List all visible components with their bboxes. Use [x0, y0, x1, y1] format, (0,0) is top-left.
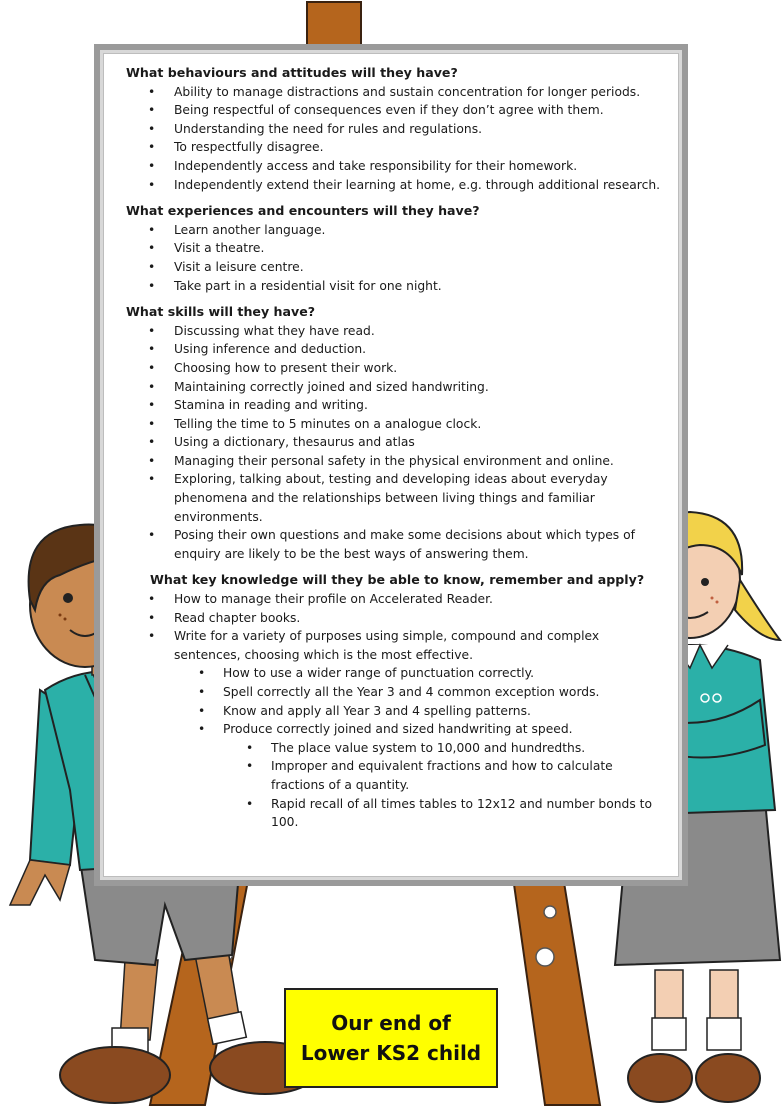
list-item: • Independently extend their learning at home, e.g. through additional research. [126, 176, 666, 195]
knowledge-sublist [126, 664, 666, 738]
banner-line-2: Lower KS2 child [300, 1041, 482, 1065]
banner-line-1: Our end of [331, 1011, 451, 1035]
list-item: • Using inference and deduction. [126, 340, 666, 359]
list-item: • Using a dictionary, thesaurus and atlas [126, 433, 666, 452]
list-item: • Posing their own questions and make some decisions about which types of enquiry are likely to be the best ways of answering them. [126, 526, 666, 563]
easel-peg [544, 906, 556, 918]
list-item: • Produce correctly joined and sized handwriting at speed. [126, 720, 666, 739]
behaviours-list [126, 83, 666, 195]
easel-right-leg [512, 870, 600, 1105]
list-item: • Spell correctly all the Year 3 and 4 common exception words. [126, 683, 666, 702]
list-item: • Know and apply all Year 3 and 4 spelling patterns. [126, 702, 666, 721]
list-item: • Improper and equivalent fractions and how to calculate fractions of a quantity. [126, 757, 666, 794]
list-item: • How to use a wider range of punctuation correctly. [126, 664, 666, 683]
list-item: • Being respectful of consequences even if they don’t agree with them. [126, 101, 666, 120]
section-heading-behaviours: What behaviours and attitudes will they have? [126, 65, 458, 80]
knowledge-list [126, 590, 666, 664]
document-content [126, 64, 666, 832]
list-item: • Rapid recall of all times tables to 12x12 and number bonds to 100. [126, 795, 666, 832]
list-item: • To respectfully disagree. [126, 138, 666, 157]
section-heading-knowledge: What key knowledge will they be able to know, remember and apply? [150, 572, 645, 588]
easel-top-post [307, 2, 361, 50]
list-item: • Understanding the need for rules and regulations. [126, 120, 666, 139]
list-item: • Visit a leisure centre. [126, 258, 666, 277]
list-item: • Write for a variety of purposes using simple, compound and complex sentences, choosing which is the most effective. [126, 627, 666, 664]
title-banner [284, 988, 498, 1088]
knowledge-subsublist [126, 739, 666, 832]
list-item: • Learn another language. [126, 221, 666, 240]
list-item: • Maintaining correctly joined and sized handwriting. [126, 378, 666, 397]
list-item: • Visit a theatre. [126, 239, 666, 258]
list-item: • Independently access and take responsibility for their homework. [126, 157, 666, 176]
list-item: • Discussing what they have read. [126, 322, 666, 341]
list-item: • Exploring, talking about, testing and developing ideas about everyday phenomena and the relationships between living things and familiar environments. [126, 470, 666, 526]
list-item: • Take part in a residential visit for one night. [126, 277, 666, 296]
list-item: • How to manage their profile on Accelerated Reader. [126, 590, 666, 609]
section-heading-skills: What skills will they have? [126, 304, 316, 320]
easel-peg [536, 948, 554, 966]
list-item: • Choosing how to present their work. [126, 359, 666, 378]
list-item: • Stamina in reading and writing. [126, 396, 666, 415]
list-item: • Ability to manage distractions and sustain concentration for longer periods. [126, 83, 666, 102]
section-heading-experiences: What experiences and encounters will they have? [126, 203, 480, 219]
skills-list [126, 322, 666, 564]
experiences-list [126, 221, 666, 295]
list-item: • The place value system to 10,000 and hundredths. [126, 739, 666, 758]
list-item: • Managing their personal safety in the physical environment and online. [126, 452, 666, 471]
list-item: • Telling the time to 5 minutes on a analogue clock. [126, 415, 666, 434]
list-item: • Read chapter books. [126, 609, 666, 628]
